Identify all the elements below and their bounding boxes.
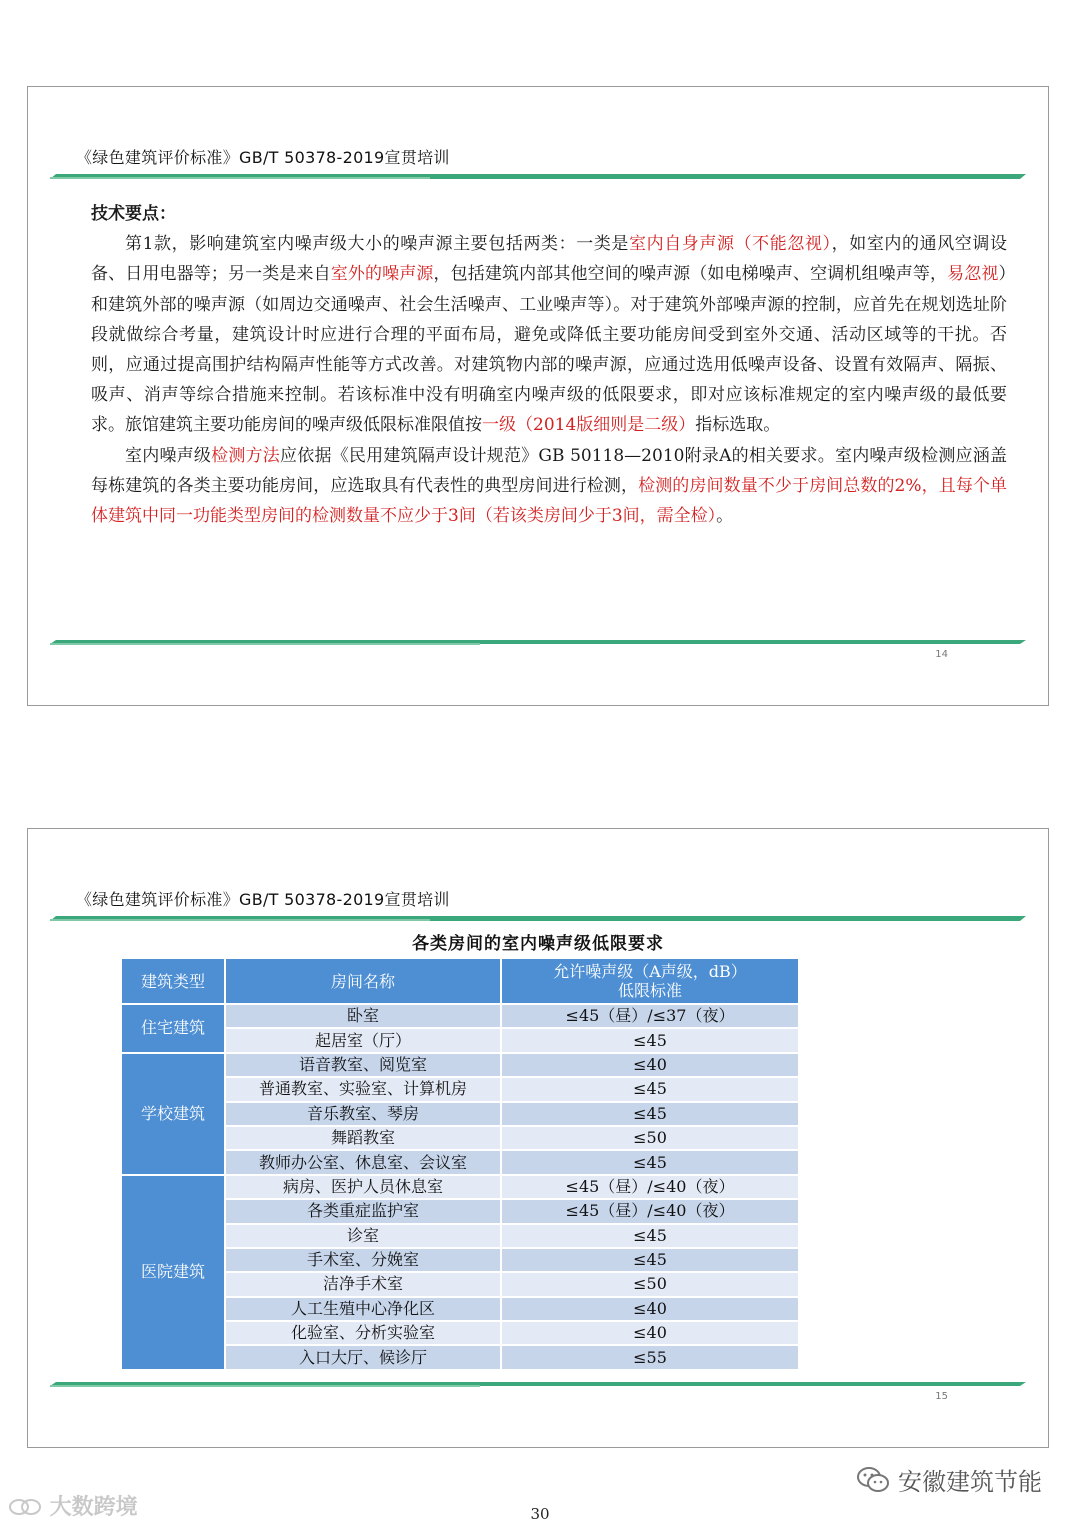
paragraph-1	[91, 229, 1007, 440]
room-name: 化验室、分析实验室	[225, 1321, 501, 1345]
noise-limit: ≤45	[501, 1077, 799, 1101]
noise-limit: ≤45	[501, 1150, 799, 1174]
paragraph-2	[91, 441, 1007, 532]
title-divider	[50, 913, 1026, 923]
highlight-span: 室外的噪声源	[330, 264, 434, 285]
table-row	[121, 1053, 799, 1077]
noise-limit: ≤50	[501, 1272, 799, 1296]
highlight-span: 一级（2014版细则是二级）	[482, 415, 696, 436]
room-name: 音乐教室、琴房	[225, 1102, 501, 1126]
noise-limit: ≤45	[501, 1028, 799, 1052]
header-noise-limit-line1: 允许噪声级（A声级，dB）	[553, 962, 747, 981]
room-name: 各类重症监护室	[225, 1199, 501, 1223]
wechat-icon	[856, 1466, 890, 1494]
highlight-span: 检测的房间数量不少于房间总数的2%，且每个单体建筑中同一功能类型房间的检测数量不应少于3间（若该类房间少于3间，需全检）	[91, 475, 1008, 527]
watermark-left-text: 大数跨境	[49, 1495, 138, 1520]
header-noise-limit	[501, 958, 799, 1004]
title-divider	[50, 171, 1026, 181]
table-title: 各类房间的室内噪声级低限要求	[412, 934, 664, 954]
header-room-name: 房间名称	[225, 958, 501, 1004]
noise-limit: ≤40	[501, 1297, 799, 1321]
room-name: 普通教室、实验室、计算机房	[225, 1077, 501, 1101]
highlight-span: 室内自身声源（不能忽视）	[629, 234, 832, 255]
slide-15	[27, 828, 1049, 1448]
room-name: 舞蹈教室	[225, 1126, 501, 1150]
room-name: 语音教室、阅览室	[225, 1053, 501, 1077]
group-hospital: 医院建筑	[121, 1175, 225, 1370]
text-span: 指标选取。	[695, 415, 781, 436]
text-span: ）和建筑外部的噪声源（如周边交通噪声、社会生活噪声、工业噪声等）。对于建筑外部噪声源的控制，应首先在规划选址阶段就做综合考量，建筑设计时应进行合理的平面布局，避免或降低主要功能房间受到室外交通、活动区域等的干扰。否则，应通过提高围护结构隔声性能等方式改善。对建筑物内部的噪声源，应通过选用低噪声设备、设置有效隔声、隔振、吸声、消声等综合措施来控制。若该标准中没有明确室内噪声级的低限要求，即对应该标准规定的室内噪声级的最低要求。旅馆建筑主要功能房间的噪声级低限标准限值按	[91, 264, 1008, 436]
text-span: 应依据《民用建筑隔声设计规范》GB 50118—2010附录A的相关要求。室内噪声级检测应涵盖每栋建筑的各类主要功能房间，应选取具有代表性的典型房间进行检测，	[91, 445, 1007, 496]
group-residential: 住宅建筑	[121, 1004, 225, 1053]
header-noise-limit-line2: 低限标准	[617, 981, 682, 1000]
noise-limit: ≤40	[501, 1321, 799, 1345]
footer-divider	[50, 1379, 1026, 1389]
room-name: 诊室	[225, 1224, 501, 1248]
text-span: 室内噪声级	[125, 445, 212, 466]
room-name: 卧室	[225, 1004, 501, 1028]
room-name: 病房、医护人员休息室	[225, 1175, 501, 1199]
table-row	[121, 1175, 799, 1199]
text-span: 。	[716, 506, 734, 527]
noise-limit: ≤45（昼）/≤40（夜）	[501, 1175, 799, 1199]
room-name: 起居室（厅）	[225, 1028, 501, 1052]
room-name: 教师办公室、休息室、会议室	[225, 1150, 501, 1174]
text-span: 第1款，影响建筑室内噪声级大小的噪声源主要包括两类：一类是	[125, 234, 630, 255]
room-name: 人工生殖中心净化区	[225, 1297, 501, 1321]
header-building-type: 建筑类型	[121, 958, 225, 1004]
group-school: 学校建筑	[121, 1053, 225, 1175]
footer-divider	[50, 637, 1026, 647]
text-span: ，如室内的通风空调设备、日用电器等；另一类是来自	[91, 234, 1007, 285]
noise-limit: ≤45（昼）/≤40（夜）	[501, 1199, 799, 1223]
watermark-right	[856, 1462, 1042, 1497]
slide-14	[27, 86, 1049, 706]
noise-limit: ≤45	[501, 1102, 799, 1126]
noise-limit: ≤45	[501, 1248, 799, 1272]
slide-page-number: 15	[935, 1391, 948, 1402]
table-header-row	[121, 958, 799, 1004]
document-page-number: 30	[530, 1505, 550, 1523]
table-row	[121, 1004, 799, 1028]
noise-limit-table	[120, 957, 798, 1371]
slide-page-number: 14	[935, 649, 948, 660]
watermark-right-text: 安徽建筑节能	[898, 1468, 1042, 1496]
room-name: 入口大厅、候诊厅	[225, 1345, 501, 1369]
noise-limit: ≤40	[501, 1053, 799, 1077]
noise-limit: ≤55	[501, 1345, 799, 1369]
slide-title: 《绿色建筑评价标准》GB/T 50378-2019宣贯培训	[76, 890, 450, 909]
slide-title: 《绿色建筑评价标准》GB/T 50378-2019宣贯培训	[76, 148, 450, 167]
technical-points-text	[91, 199, 1007, 531]
noise-limit: ≤50	[501, 1126, 799, 1150]
highlight-span: 易忽视	[947, 264, 999, 285]
text-span: ，包括建筑内部其他空间的噪声源（如电梯噪声、空调机组噪声等，	[433, 264, 948, 285]
noise-limit: ≤45	[501, 1224, 799, 1248]
highlight-span: 检测方法	[211, 445, 281, 466]
noise-limit: ≤45（昼）/≤37（夜）	[501, 1004, 799, 1028]
room-name: 手术室、分娩室	[225, 1248, 501, 1272]
room-name: 洁净手术室	[225, 1272, 501, 1296]
section-heading: 技术要点：	[91, 204, 176, 224]
